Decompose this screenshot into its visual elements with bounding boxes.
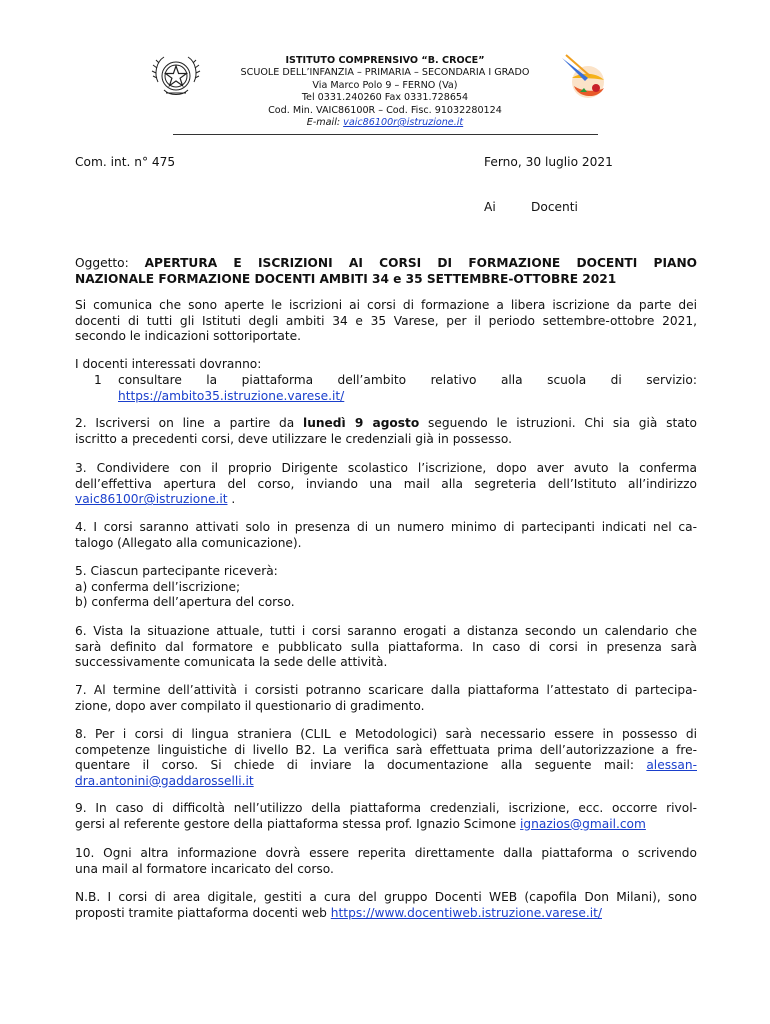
item-7: 7. Al termine dell’attività i corsisti potranno scaricare dalla piattaforma l’attestato di partecipa- zione, dopo aver compilato il questionario di gradimento. xyxy=(75,683,697,713)
lead-text: I docenti interessati dovranno: xyxy=(75,357,262,371)
subject-label: Oggetto: xyxy=(75,256,145,270)
item-6: 6. Vista la situazione attuale, tutti i corsi saranno erogati a distanza secondo un calendario che sarà definito dal formatore e pubblicato sulla piattaforma. In caso di corsi in presenza sarà successivamente comunicata la sede delle attività. xyxy=(75,624,697,670)
item-8: 8. Per i corsi di lingua straniera (CLIL e Metodologici) sarà necessario essere in possesso di competenze linguistiche di livello B2. La verifica sarà effettuata prima dell’autorizzazione a fre- quentare il corso. Si chiede di inviare la documentazione alla seguente mail: alessan- dra.antonini@gaddarosselli.it xyxy=(75,727,697,788)
email-label: E-mail: xyxy=(306,117,344,129)
institute-name: ISTITUTO COMPRENSIVO “B. CROCE” xyxy=(285,55,485,66)
item-3: 3. Condividere con il proprio Dirigente scolastico l’iscrizione, dopo aver avuto la conferma dell’effettiva apertura del corso, inviando una mail alla segreteria dell’Istituto all’indirizzo vaic86100r@istruzione.it . xyxy=(75,461,697,507)
institute-email-link[interactable]: vaic86100r@istruzione.it xyxy=(343,117,464,129)
intro-paragraph: Si comunica che sono aperte le iscrizioni ai corsi di formazione a libera iscrizione da parte dei docenti di tutti gli Istituti degli ambiti 34 e 35 Varese, per il periodo settembre-ottobre 2021, secondo le indicazioni sottoriportate. xyxy=(75,298,697,344)
institute-phone: Tel 0331.240260 Fax 0331.728654 xyxy=(301,92,469,104)
secretariat-email-link[interactable]: vaic86100r@istruzione.it xyxy=(75,492,228,507)
item-1-text: consultare la piattaforma dell’ambito relativo alla scuola di servizio: xyxy=(118,373,697,387)
letterhead xyxy=(200,55,570,129)
docentiweb-platform-link[interactable]: https://www.docentiweb.istruzione.varese.it/ xyxy=(330,905,602,920)
clil-email-link-part-2[interactable]: dra.antonini@gaddarosselli.it xyxy=(75,773,254,788)
letterhead-divider xyxy=(173,134,598,135)
nb-note: N.B. I corsi di area digitale, gestiti a cura del gruppo Docenti WEB (capofila Don Milani), sono proposti tramite piattaforma docenti web https://www.docentiweb.istruzione.varese.it/ xyxy=(75,890,697,920)
italian-republic-emblem-icon xyxy=(150,52,202,100)
referent-email-link[interactable]: ignazios@gmail.com xyxy=(520,816,646,831)
ambito-platform-link[interactable]: https://ambito35.istruzione.varese.it/ xyxy=(118,389,345,403)
protocol-number: Com. int. n° 475 xyxy=(75,155,176,169)
item-4: 4. I corsi saranno attivati solo in presenza di un numero minimo di partecipanti indicati nel ca- talogo (Allegato alla comunicazione). xyxy=(75,520,697,550)
item-1-number: 1 xyxy=(94,373,102,387)
start-date: lunedì 9 agosto xyxy=(303,416,420,430)
place-date: Ferno, 30 luglio 2021 xyxy=(484,155,613,169)
item-10: 10. Ogni altra informazione dovrà essere reperita direttamente dalla piattaforma o scrivendo una mail al formatore incaricato del corso. xyxy=(75,846,697,876)
subject-line-1: Oggetto: APERTURA E ISCRIZIONI AI CORSI DI FORMAZIONE DOCENTI PIANO xyxy=(75,256,698,270)
recipient-prefix: Ai xyxy=(484,200,496,214)
subject xyxy=(75,256,697,287)
item-2: 2. Iscriversi on line a partire da lunedì 9 agosto seguendo le istruzioni. Chi sia già stato iscritto a precedenti corsi, deve utilizzare le credenziali già in possesso. xyxy=(75,416,698,446)
institute-email-line xyxy=(200,117,570,129)
item-9: 9. In caso di difficoltà nell’utilizzo della piattaforma credenziali, iscrizione, ecc. occorre rivol- gersi al referente gestore della piattaforma stessa prof. Ignazio Scimone ignazios@gmail.com xyxy=(75,801,697,831)
clil-email-link-part-1[interactable]: alessan- xyxy=(646,758,697,773)
item-1-link-line xyxy=(118,389,344,405)
school-levels: SCUOLE DELL’INFANZIA – PRIMARIA – SECONDARIA I GRADO xyxy=(240,67,530,79)
institute-address: Via Marco Polo 9 – FERNO (Va) xyxy=(312,79,458,91)
recipient: Docenti xyxy=(531,200,578,214)
subject-line-2: NAZIONALE FORMAZIONE DOCENTI AMBITI 34 e 35 SETTEMBRE-OTTOBRE 2021 xyxy=(75,271,617,286)
institute-codes: Cod. Min. VAIC86100R – Cod. Fisc. 91032280124 xyxy=(268,104,502,116)
item-5: 5. Ciascun partecipante riceverà: a) conferma dell’iscrizione; b) conferma dell’apertura del corso. xyxy=(75,564,295,610)
